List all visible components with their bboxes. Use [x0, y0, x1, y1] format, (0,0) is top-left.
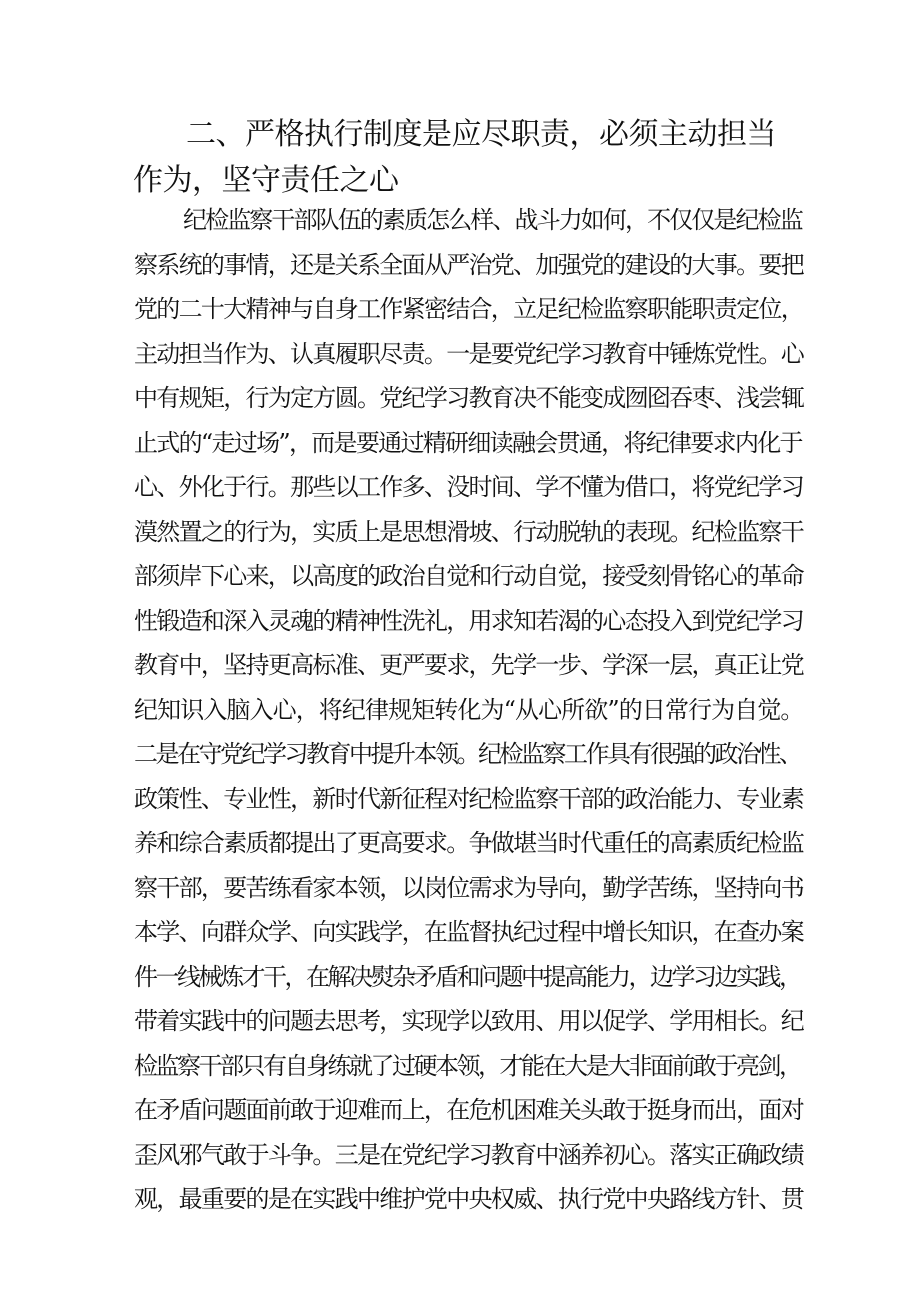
text-line: 止式的“走过场”，而是要通过精研细读融会贯通，将纪律要求内化于: [134, 428, 802, 457]
text-line: 漠然置之的行为，实质上是思想滑坡、行动脱轨的表现。纪检监察干: [134, 517, 803, 546]
text-line: 政策性、专业性，新时代新征程对纪检监察干部的政治能力、专业素: [134, 784, 803, 813]
text-line: 心、外化于行。那些以工作多、没时间、学不懂为借口，将党纪学习: [134, 473, 803, 501]
text-line: 性锻造和深入灵魂的精神性洗礼，用求知若渴的心态投入到党纪学习: [134, 606, 803, 635]
text-line: 养和综合素质都提出了更高要求。争做堪当时代重任的高素质纪检监: [134, 829, 803, 857]
text-line: 察干部，要苦练看家本领，以岗位需求为导向，勤学苦练，坚持向书: [134, 873, 803, 902]
text-line: 在矛盾问题面前敢于迎难而上，在危机困难关头敢于挺身而出，面对: [134, 1096, 803, 1124]
text-line: 纪知识入脑入心，将纪律规矩转化为“从心所欲”的日常行为自觉。: [134, 695, 804, 724]
text-line: 纪检监察干部队伍的素质怎么样、战斗力如何，不仅仅是纪检监: [183, 206, 802, 234]
text-line: 教育中，坚持更高标准、更严要求，先学一步、学深一层，真正让党: [134, 651, 803, 679]
section-heading: 二、严格执行制度是应尽职责，必须主动担当作为，坚守责任之心: [133, 117, 776, 198]
text-line: 察系统的事情，还是关系全面从严治党、加强党的建设的大事。要把: [134, 250, 803, 279]
text-line: 二是在守党纪学习教育中提升本领。纪检监察工作具有很强的政治性、: [134, 740, 801, 768]
text-line: 党的二十大精神与自身工作紧密结合，立足纪检监察职能职责定位，: [134, 295, 803, 323]
text-line: 带着实践中的问题去思考，实现学以致用、用以促学、学用相长。纪: [134, 1007, 803, 1035]
text-line: 部须岸下心来，以高度的政治自觉和行动自觉，接受刻骨铭心的革命: [134, 562, 803, 590]
text-line: 本学、向群众学、向实践学，在监督执纪过程中增长知识，在查办案: [134, 918, 803, 946]
text-line: 歪风邪气敢于斗争。三是在党纪学习教育中涵养初心。落实正确政绩: [134, 1140, 803, 1169]
text-line: 主动担当作为、认真履职尽责。一是要党纪学习教育中锤炼党性。心: [134, 339, 803, 368]
text-line: 件一线械炼才干，在解决熨杂矛盾和问题中提高能力，边学习边实践，: [134, 962, 801, 991]
text-line: 中有规矩，行为定方圆。党纪学习教育决不能变成囫囵吞枣、浅尝辄: [134, 384, 803, 412]
text-line: 检监察干部只有自身练就了过硬本领，才能在大是大非面前敢于亮剑，: [134, 1051, 801, 1080]
body-text: [134, 198, 804, 1222]
text-line: 观，最重要的是在实践中维护党中央权威、执行党中央路线方针、贯: [134, 1185, 803, 1213]
